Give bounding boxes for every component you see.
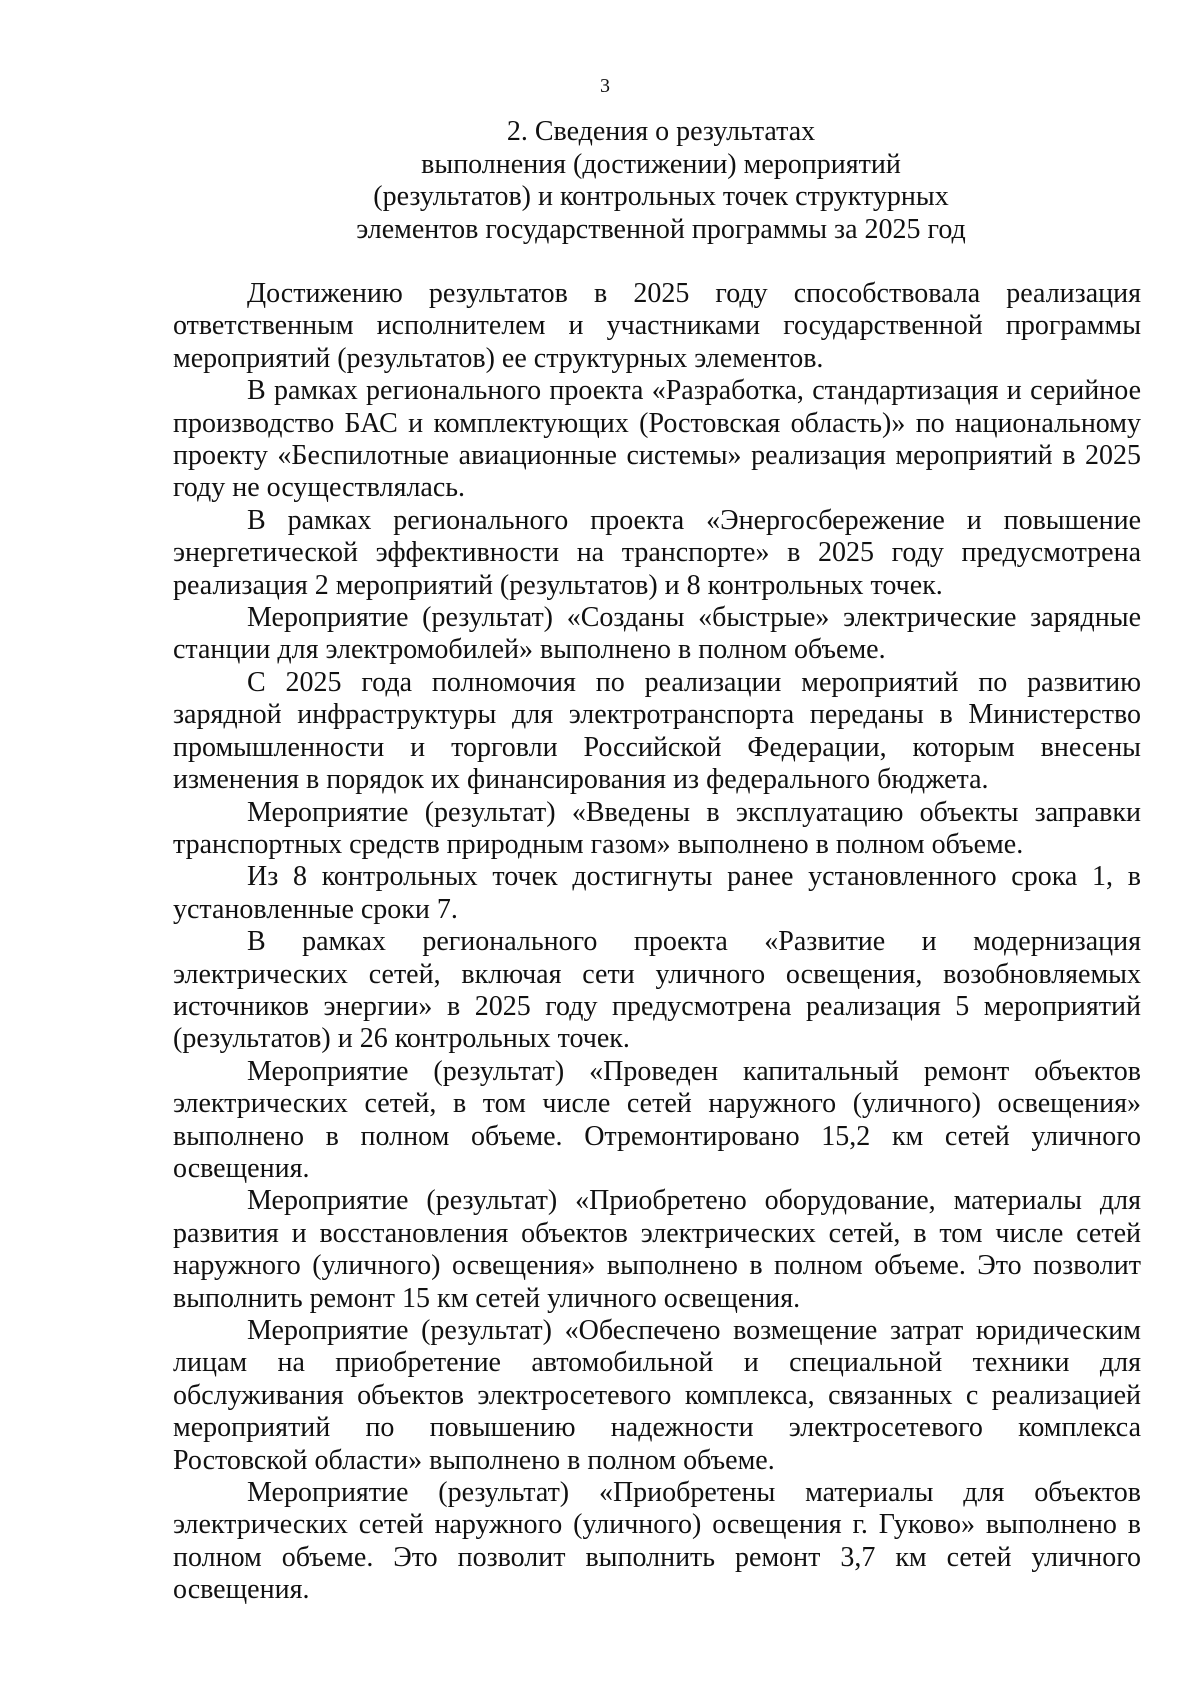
body-paragraph: В рамках регионального проекта «Разработка, стандартизация и серийное производство БАС и комплектующих (Ростовская область)» по национальному проекту «Беспилотные авиационные системы» реализация мероприятий в 2025 году не осуществлялась. [173,375,1141,504]
body-paragraph: В рамках регионального проекта «Развитие и модернизация электрических сетей, включая сети уличного освещения, возобновляемых источников энергии» в 2025 году предусмотрена реализация 5 мероприятий (результатов) и 26 контрольных точек. [173,926,1141,1055]
section-title [120,116,1200,246]
body-paragraph: Мероприятие (результат) «Обеспечено возмещение затрат юридическим лицам на приобретение автомобильной и специальной техники для обслуживания объектов электросетевого комплекса, связанных с реализацией мероприятий по повышению надежности электросетевого комплекса Ростовской области» выполнено в полном объеме. [173,1315,1141,1476]
body-paragraph: Мероприятие (результат) «Созданы «быстрые» электрические зарядные станции для электромобилей» выполнено в полном объеме. [173,602,1141,666]
section-title-line: 2. Сведения о результатах [506,116,816,147]
section-title-line: (результатов) и контрольных точек структурных [373,181,949,213]
document-body [173,278,1141,1607]
body-paragraph: Из 8 контрольных точек достигнуты ранее установленного срока 1, в установленные сроки 7. [173,861,1141,925]
body-paragraph: Достижению результатов в 2025 году способствовала реализация ответственным исполнителем и участниками государственной программы мероприятий (результатов) ее структурных элементов. [173,278,1141,374]
body-paragraph: С 2025 года полномочия по реализации мероприятий по развитию зарядной инфраструктуры для электротранспорта переданы в Министерство промышленности и торговли Российской Федерации, которым внесены изменения в порядок их финансирования из федерального бюджета. [173,666,1141,796]
body-paragraph: Мероприятие (результат) «Проведен капитальный ремонт объектов электрических сетей, в том числе сетей наружного (уличного) освещения» выполнено в полном объеме. Отремонтировано 15,2 км сетей уличного освещения. [173,1055,1141,1184]
section-title-line: выполнения (достижении) мероприятий [421,148,901,180]
body-paragraph: В рамках регионального проекта «Энергосбережение и повышение энергетической эффективности на транспорте» в 2025 году предусмотрена реализация 2 мероприятий (результатов) и 8 контрольных точек. [173,504,1141,601]
body-paragraph: Мероприятие (результат) «Приобретены материалы для объектов электрических сетей наружного (уличного) освещения г. Гуково» выполнено в полном объеме. Это позволит выполнить ремонт 3,7 км сетей уличного освещения. [173,1477,1141,1606]
section-title-line: элементов государственной программы за 2025 год [356,213,966,245]
body-paragraph: Мероприятие (результат) «Приобретено оборудование, материалы для развития и восстановления объектов электрических сетей, в том числе сетей наружного (уличного) освещения» выполнено в полном объеме. Это позволит выполнить ремонт 15 км сетей уличного освещения. [173,1185,1141,1314]
body-paragraph: Мероприятие (результат) «Введены в эксплуатацию объекты заправки транспортных средств природным газом» выполнено в полном объеме. [173,796,1141,860]
page-number: 3 [600,75,610,97]
